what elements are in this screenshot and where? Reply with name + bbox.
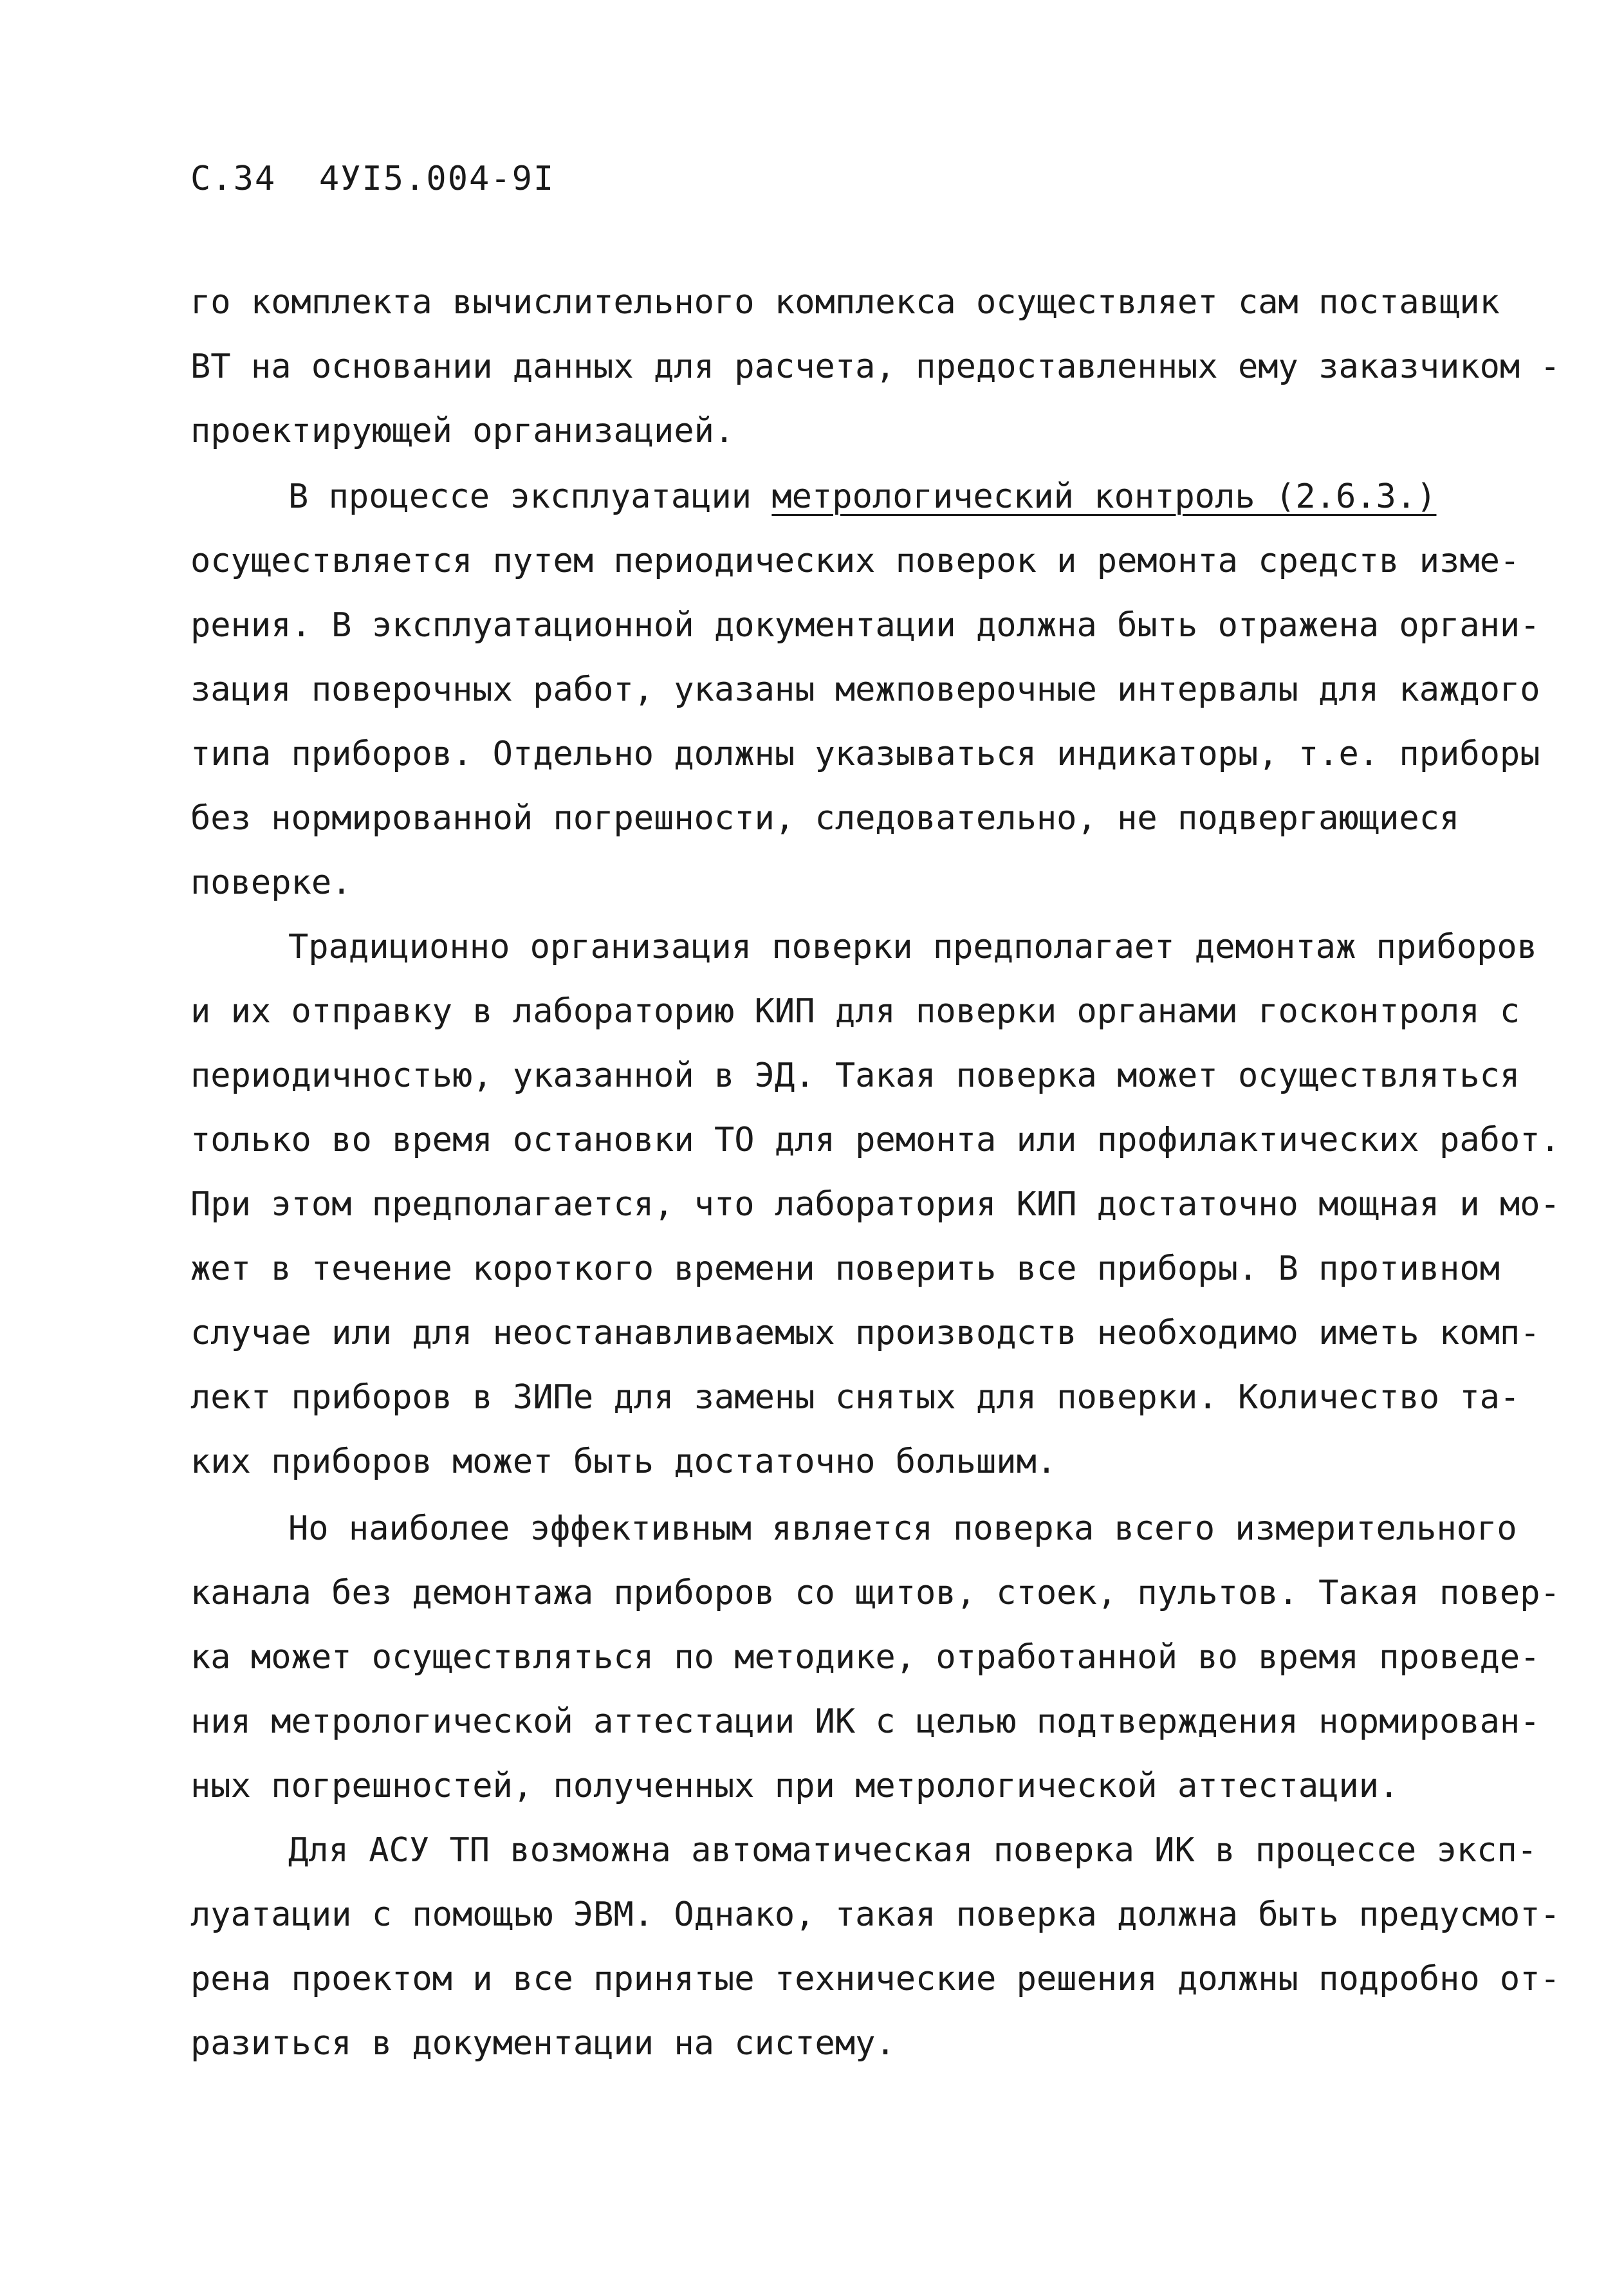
text-line: типа приборов. Отдельно должны указываться индикаторы, т.е. приборы xyxy=(190,735,1540,773)
text-line: луатации с помощью ЭВМ. Однако, такая поверка должна быть предусмот- xyxy=(190,1895,1560,1934)
text-line: рена проектом и все принятые технические решения должны подробно от- xyxy=(190,1960,1560,1998)
text-line: без нормированной погрешности, следовательно, не подвергающиеся xyxy=(190,799,1460,838)
text-line xyxy=(288,477,1436,516)
page-number: С.34 xyxy=(190,160,277,198)
text-line: лект приборов в ЗИПе для замены снятых для поверки. Количество та- xyxy=(190,1378,1520,1417)
text-line: ких приборов может быть достаточно большим. xyxy=(190,1442,1057,1481)
underlined-term: метрологический контроль (2.6.3.) xyxy=(771,477,1437,516)
text-line: жет в течение короткого времени поверить все приборы. В противном xyxy=(190,1249,1500,1288)
text-line: только во время остановки ТО для ремонта или профилактических работ. xyxy=(190,1121,1560,1159)
text-line: проектирующей организацией. xyxy=(190,412,735,450)
text-line: ния метрологической аттестации ИК с целью подтверждения нормирован- xyxy=(190,1702,1540,1741)
text-line: Но наиболее эффективным является поверка всего измерительного xyxy=(288,1509,1517,1548)
text-line: рения. В эксплуатационной документации должна быть отражена органи- xyxy=(190,606,1540,645)
text-span: В процессе эксплуатации xyxy=(288,477,772,516)
text-line: разиться в документации на систему. xyxy=(190,2024,896,2063)
text-line: ВТ на основании данных для расчета, предоставленных ему заказчиком - xyxy=(190,347,1560,386)
text-line: поверке. xyxy=(190,863,352,902)
text-line: ных погрешностей, полученных при метрологической аттестации. xyxy=(190,1767,1399,1805)
text-line: зация поверочных работ, указаны межповерочные интервалы для каждого xyxy=(190,670,1540,709)
text-line: го комплекта вычислительного комплекса осуществляет сам поставщик xyxy=(190,283,1500,322)
text-line: Традиционно организация поверки предполагает демонтаж приборов xyxy=(288,928,1538,966)
text-line: ка может осуществляться по методике, отработанной во время проведе- xyxy=(190,1638,1540,1677)
document-code: 4УI5.004-9I xyxy=(318,160,555,198)
text-line: и их отправку в лабораторию КИП для поверки органами госконтроля с xyxy=(190,992,1520,1031)
text-line: осуществляется путем периодических поверок и ремонта средств изме- xyxy=(190,542,1520,580)
page-header xyxy=(190,160,555,198)
text-line: периодичностью, указанной в ЭД. Такая поверка может осуществляться xyxy=(190,1056,1520,1095)
text-line: случае или для неостанавливаемых производств необходимо иметь комп- xyxy=(190,1314,1540,1352)
text-line: канала без демонтажа приборов со щитов, стоек, пультов. Такая повер- xyxy=(190,1574,1560,1612)
text-line: Для АСУ ТП возможна автоматическая поверка ИК в процессе эксп- xyxy=(288,1831,1538,1870)
text-line: При этом предполагается, что лаборатория КИП достаточно мощная и мо- xyxy=(190,1185,1560,1224)
